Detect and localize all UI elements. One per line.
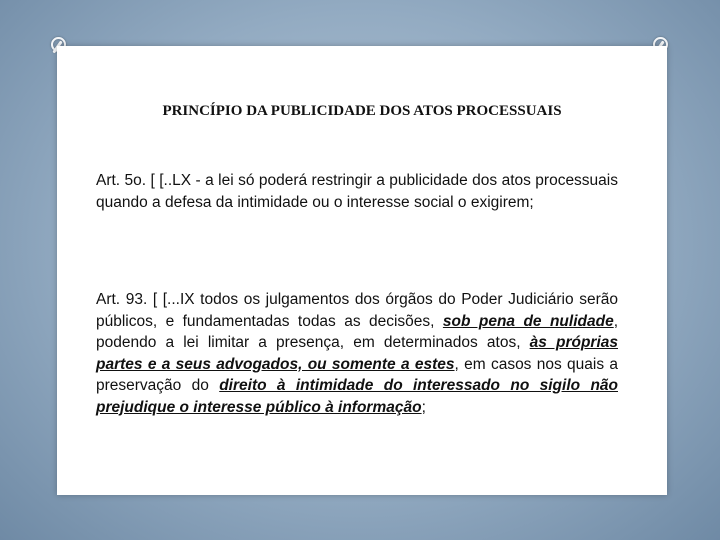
slide-card [57, 46, 667, 495]
slide-title: PRINCÍPIO DA PUBLICIDADE DOS ATOS PROCESSUAIS [162, 103, 562, 119]
paragraph-text: ; [421, 398, 426, 416]
paragraph-art-5: Art. 5o. [ [..LX - a lei só poderá restringir a publicidade dos atos processuais quando a defesa da intimidade ou o interesse social o exigirem; [96, 172, 618, 211]
paragraph-text: Art. 93. [ [...IX todos os julgamentos dos órgãos do Poder Judiciário serão públicos, e fundamentadas todas as decisões, [96, 291, 618, 330]
emphasis-text: às próprias partes e a seus advogados, ou somente a estes [96, 334, 618, 373]
paragraph-text: , em casos nos quais a preservação do [96, 355, 618, 394]
paragraph-art-93 [96, 289, 618, 418]
emphasis-text: sob pena de nulidade [442, 312, 614, 330]
emphasis-text: direito à intimidade do interessado no sigilo não prejudique o interesse público à informação [96, 377, 618, 416]
paragraph-text: , podendo a lei limitar a presença, em determinados atos, [96, 312, 619, 351]
